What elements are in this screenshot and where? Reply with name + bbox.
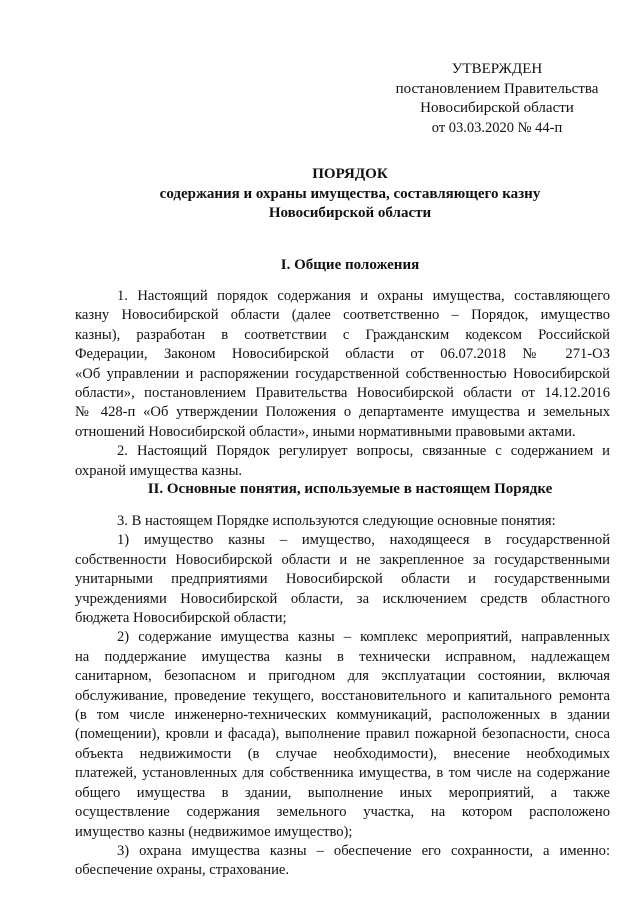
text-line: 2. Настоящий Порядок регулирует вопросы, связанные с содержанием и [117,443,610,460]
text-line: (в том числе инженерно-технических коммуникаций, расположенных в здании [75,707,610,724]
text-line: казны), разработан в соответствии с Гражданским кодексом Российской [75,326,610,343]
approval-date: от 03.03.2020 № 44-п [431,119,563,136]
paragraph-3-item-2 [75,628,610,841]
approval-line-1: постановлением Правительства [395,80,599,97]
text-line: охраной имущества казны. [75,462,243,479]
approval-title: УТВЕРЖДЕН [451,61,543,77]
paragraph-3 [75,512,610,531]
section-2-body [75,512,610,881]
text-line: на поддержание имущества казны в технически исправном, надлежащем [75,648,610,665]
document-title-line-1: ПОРЯДОК [312,166,388,182]
text-line: области», постановлением Правительства Новосибирской области от 14.12.2016 [75,385,610,402]
text-line: санитарном, безопасном и пригодном для эксплуатации состоянии, включая [75,668,610,685]
section-1-body [75,287,610,481]
text-line: отношений Новосибирской области», иными нормативными правовыми актами. [75,423,576,440]
approval-line-2: Новосибирской области [420,100,574,116]
text-line: унитарными предприятиями Новосибирской области и государственными [75,571,610,588]
document-title-line-3: Новосибирской области [268,205,432,221]
text-line: объекта недвижимости (в случае необходимости), внесение необходимых [75,745,610,762]
text-line: 2) содержание имущества казны – комплекс мероприятий, направленных [117,629,610,646]
paragraph-3-item-3 [75,842,610,881]
text-line: № 428-п «Об утверждении Положения о департаменте имущества и земельных [75,404,610,421]
text-line: обслуживание, проведение текущего, восстановительного и капитального ремонта [75,687,610,704]
approval-stamp [392,60,602,138]
text-line: платежей, установленных для собственника имущества, в том числе на содержание [75,765,610,782]
text-line: общего имущества в здании, выполнение иных мероприятий, а также [75,784,610,801]
text-line: учреждениями Новосибирской области, за исключением средств областного [75,590,610,607]
paragraph-2 [75,442,610,481]
document-title-line-2: содержания и охраны имущества, составляющего казну [159,185,541,202]
document-title [60,165,640,224]
paragraph-3-item-1 [75,531,610,628]
text-line: «Об управлении и распоряжении государственной собственностью Новосибирской [75,365,610,382]
text-line: 3. В настоящем Порядке используются следующие основные понятия: [117,513,556,529]
text-line: 1) имущество казны – имущество, находящееся в государственной [117,532,610,549]
text-line: казну Новосибирской области (далее соответственно – Порядок, имущество [75,307,610,324]
text-line: 3) охрана имущества казны – обеспечение его сохранности, а именно: [117,842,610,859]
text-line: имущество казны (недвижимое имущество); [75,823,353,840]
text-line: бюджета Новосибирской области; [75,610,287,627]
text-line: обеспечение охраны, страхование. [75,862,290,879]
text-line: собственности Новосибирской области и не закрепленное за государственными [75,551,610,568]
section-2-heading: II. Основные понятия, используемые в настоящем Порядке [147,481,553,497]
paragraph-1 [75,287,610,442]
text-line: (помещении), кровли и фасада), выполнение правил пожарной безопасности, сноса [75,726,610,743]
section-1-heading: I. Общие положения [280,257,420,273]
text-line: Федерации, Законом Новосибирской области от 06.07.2018 № 271-ОЗ [75,346,610,363]
text-line: 1. Настоящий порядок содержания и охраны имущества, составляющего [117,288,610,304]
text-line: осуществление содержания земельного участка, на котором расположено [75,804,610,821]
